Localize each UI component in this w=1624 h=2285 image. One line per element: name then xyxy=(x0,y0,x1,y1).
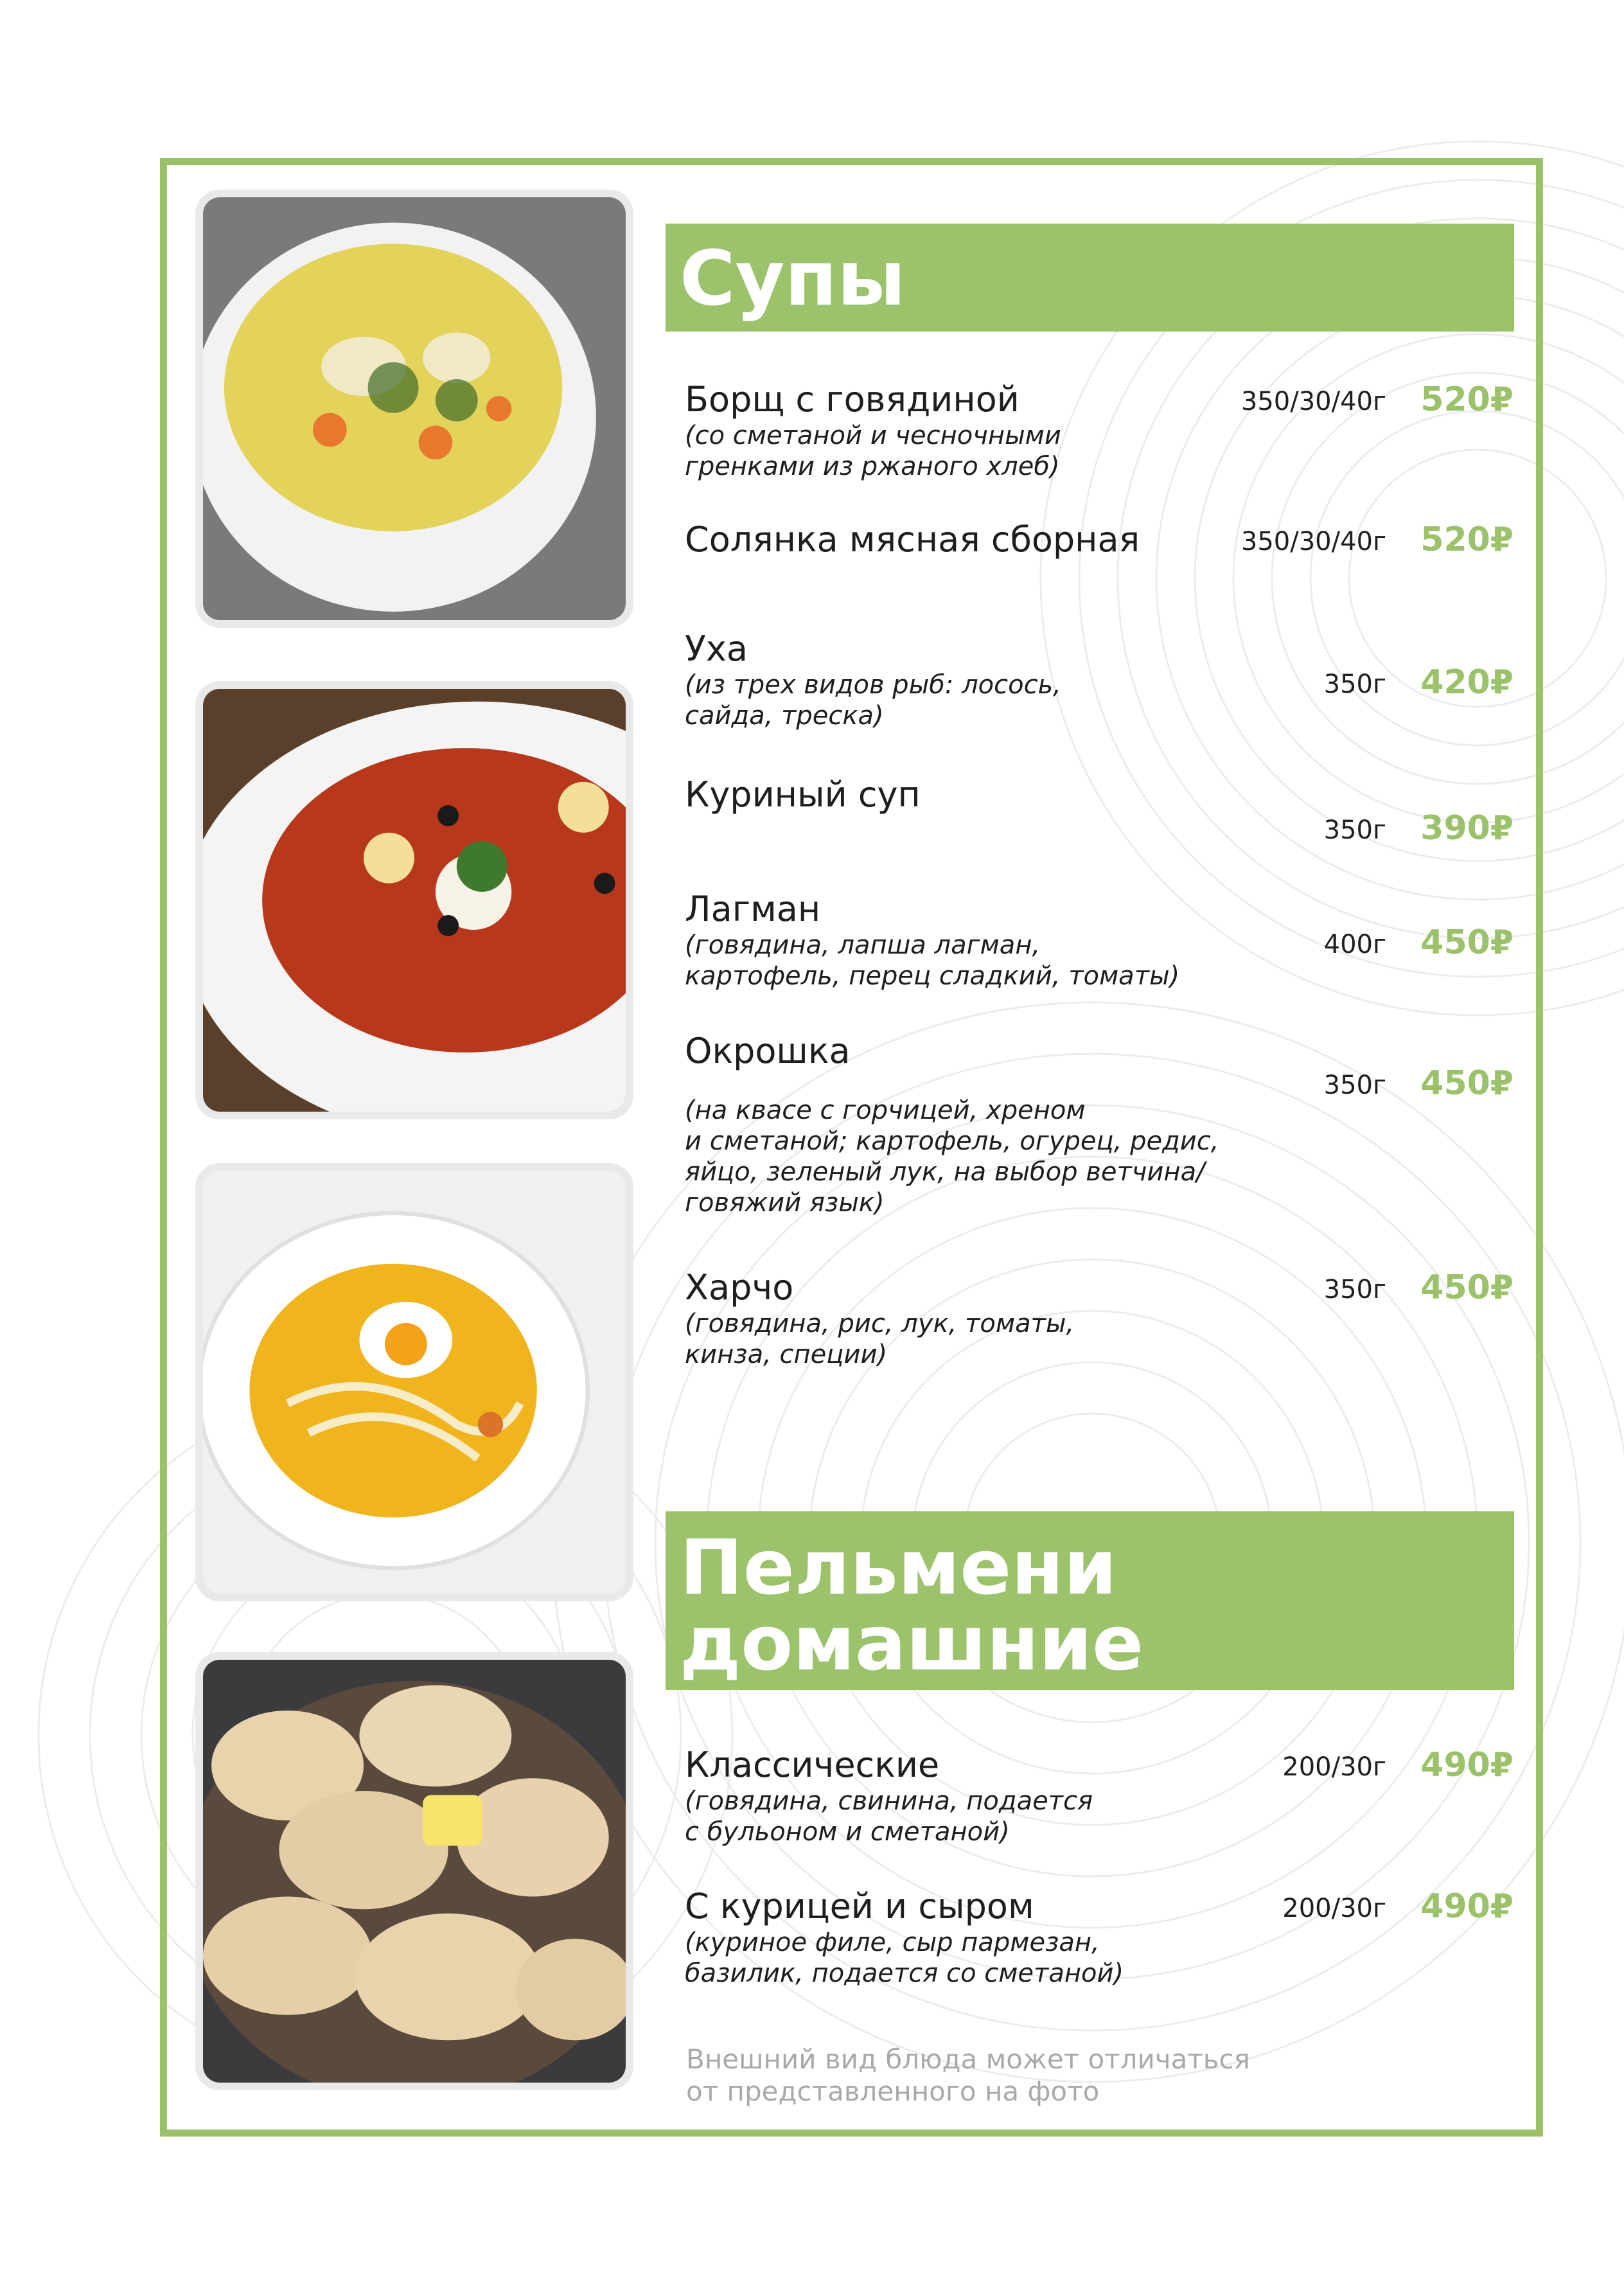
item-weight: 350г xyxy=(1323,1071,1386,1100)
item-weight: 350г xyxy=(1323,670,1386,699)
item-weight: 400г xyxy=(1323,930,1386,959)
disclaimer-line: Внешний вид блюда может отличаться xyxy=(686,2043,1250,2075)
item-price: 450₽ xyxy=(1420,923,1514,962)
item-desc-line: (говядина, свинина, подается xyxy=(685,1786,1093,1816)
chicken-soup-photo xyxy=(195,190,633,628)
item-desc-line: (из трех видов рыб: лосось, xyxy=(685,670,1061,700)
item-name: Борщ с говядиной xyxy=(685,379,1019,420)
item-weight: 350г xyxy=(1323,815,1386,845)
item-desc-line: и сметаной; картофель, огурец, редис, xyxy=(685,1126,1219,1156)
item-price: 450₽ xyxy=(1420,1064,1514,1103)
item-price: 520₽ xyxy=(1420,520,1514,559)
item-desc-line: (говядина, рис, лук, томаты, xyxy=(685,1309,1075,1338)
item-desc-line: базилик, подается со сметаной) xyxy=(685,1959,1124,1988)
section-title: Супы xyxy=(680,234,906,323)
item-name: Уха xyxy=(685,628,748,669)
item-price: 450₽ xyxy=(1420,1268,1514,1307)
menu-item-chicken-soup xyxy=(685,774,1514,848)
menu-item-okroshka xyxy=(685,1031,1514,1218)
solyanka-photo xyxy=(195,681,633,1119)
disclaimer-line: от представленного на фото xyxy=(686,2076,1100,2107)
menu-item-kharcho xyxy=(685,1267,1514,1370)
item-price: 520₽ xyxy=(1420,380,1514,419)
item-price: 490₽ xyxy=(1420,1746,1514,1784)
item-price: 390₽ xyxy=(1420,809,1514,848)
item-price: 420₽ xyxy=(1420,663,1514,702)
item-name: Куриный суп xyxy=(685,774,921,815)
pelmeni-photo xyxy=(195,1652,633,2090)
lapsha-soup-photo xyxy=(195,1163,633,1601)
item-weight: 200/30г xyxy=(1282,1752,1386,1782)
item-weight: 200/30г xyxy=(1282,1894,1386,1923)
section-header-pelmeni xyxy=(666,1511,1514,1690)
item-desc-line: (со сметаной и чесночными xyxy=(685,421,1061,450)
menu-item-pelmeni-chicken-cheese xyxy=(685,1886,1514,1989)
item-desc-line: картофель, перец сладкий, томаты) xyxy=(685,961,1180,991)
item-desc-line: яйцо, зеленый лук, на выбор ветчина/ xyxy=(685,1157,1205,1187)
item-desc-line: гренками из ржаного хлеб) xyxy=(685,452,1060,481)
item-desc-line: с бульоном и сметаной) xyxy=(685,1817,1010,1847)
item-name: С курицей и сыром xyxy=(685,1886,1034,1926)
item-desc-line: говяжий язык) xyxy=(685,1188,885,1218)
item-name: Солянка мясная сборная xyxy=(685,519,1140,560)
item-weight: 350г xyxy=(1323,1275,1386,1304)
item-name: Харчо xyxy=(685,1267,794,1308)
item-price: 490₽ xyxy=(1420,1887,1514,1926)
item-name: Лагман xyxy=(685,889,821,929)
item-weight: 350/30/40г xyxy=(1240,387,1386,416)
menu-item-ukha xyxy=(685,628,1514,731)
menu-item-lagman xyxy=(685,889,1514,991)
item-desc-line: кинза, специи) xyxy=(685,1340,888,1369)
photo-disclaimer xyxy=(686,2043,1250,2108)
item-name: Окрошка xyxy=(685,1031,851,1071)
item-weight: 350/30/40г xyxy=(1240,527,1386,556)
section-title-line: домашние xyxy=(680,1599,1144,1687)
menu-item-borsch xyxy=(685,379,1514,482)
item-desc-line: (говядина, лапша лагман, xyxy=(685,930,1041,960)
section-title-line: Пельмени xyxy=(680,1523,1117,1612)
item-desc-line: (куриное филе, сыр пармезан, xyxy=(685,1928,1100,1957)
item-desc-line: (на квасе с горчицей, хреном xyxy=(685,1096,1086,1125)
item-name: Классические xyxy=(685,1745,940,1785)
item-desc-line: сайда, треска) xyxy=(685,701,884,731)
menu-item-solyanka xyxy=(685,519,1514,560)
menu-item-pelmeni-classic xyxy=(685,1745,1514,1847)
section-header-soups xyxy=(666,224,1514,332)
